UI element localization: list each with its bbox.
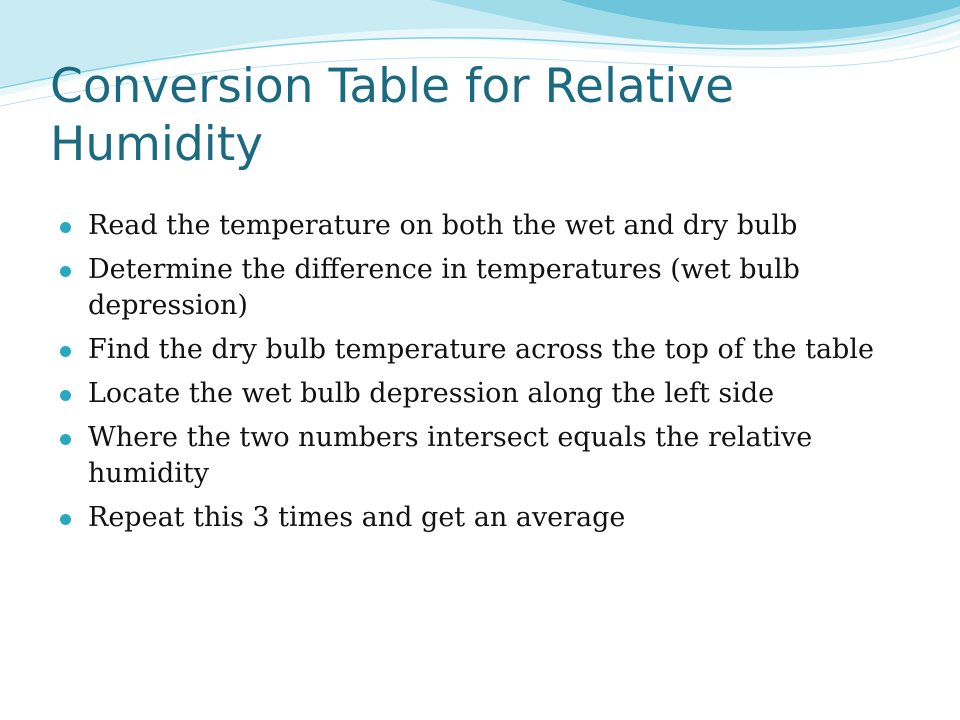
- bullet-dot-icon: [60, 434, 71, 445]
- bullet-dot-icon: [60, 222, 71, 233]
- bullet-text: Read the temperature on both the wet and dry bulb: [88, 210, 798, 241]
- bullet-item: [60, 420, 900, 492]
- bullet-item: [60, 500, 900, 536]
- bullet-text: Find the dry bulb temperature across the top of the table: [88, 334, 874, 365]
- bullet-text: Where the two numbers intersect equals the relative humidity: [88, 422, 813, 489]
- bullet-item: [60, 252, 900, 324]
- bullet-text: Determine the difference in temperatures (wet bulb depression): [88, 254, 800, 321]
- bullet-item: [60, 208, 900, 244]
- bullet-dot-icon: [60, 514, 71, 525]
- bullet-text: Locate the wet bulb depression along the left side: [88, 378, 775, 409]
- bullet-dot-icon: [60, 266, 71, 277]
- bullet-item: [60, 376, 900, 412]
- bullet-list: [60, 208, 900, 544]
- bullet-dot-icon: [60, 390, 71, 401]
- bullet-text: Repeat this 3 times and get an average: [88, 502, 626, 533]
- bullet-item: [60, 332, 900, 368]
- bullet-dot-icon: [60, 346, 71, 357]
- slide-title: Conversion Table for Relative Humidity: [50, 59, 735, 172]
